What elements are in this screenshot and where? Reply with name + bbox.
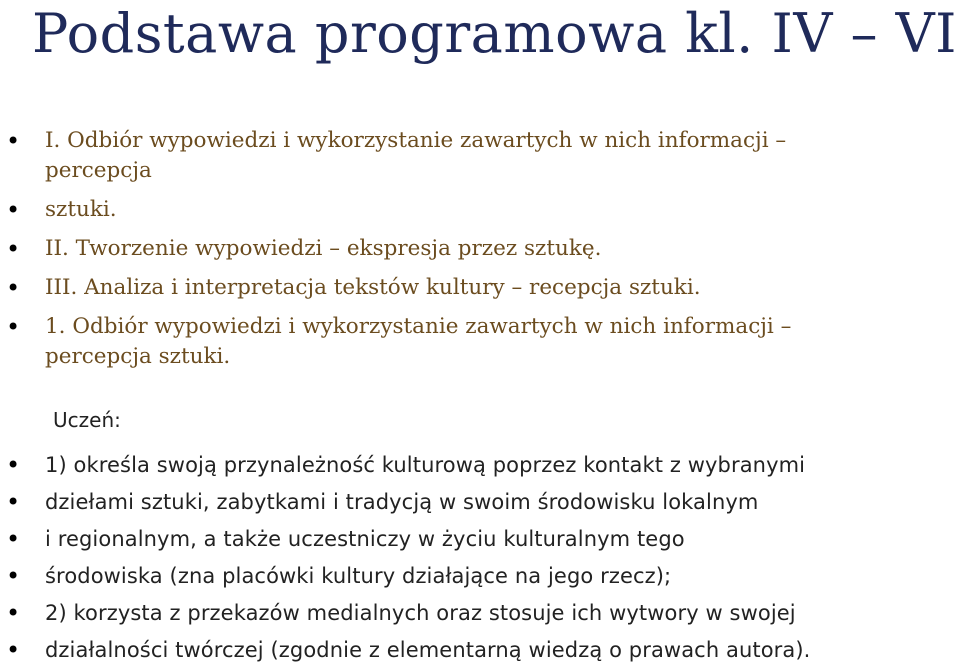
bullet-line: sztuki. [45, 197, 117, 222]
bullet-item [0, 195, 960, 225]
bullet-item [0, 484, 960, 521]
bullet-line: 1. Odbiór wypowiedzi i wykorzystanie zawartych w nich informacji – [45, 314, 792, 339]
bullet-line: I. Odbiór wypowiedzi i wykorzystanie zawartych w nich informacji – [45, 128, 787, 153]
bullet-text: dziełami sztuki, zabytkami i tradycją w swoim środowisku lokalnym [45, 490, 759, 514]
slide-title: Podstawa programowa kl. IV – VI [32, 2, 957, 65]
top-bullet-list [0, 126, 960, 372]
bullet-dot-icon: • [6, 599, 21, 627]
bullet-dot-icon: • [6, 562, 21, 590]
bottom-bullet-list [0, 447, 960, 669]
bullet-item [0, 126, 960, 186]
bullet-dot-icon: • [6, 196, 21, 224]
bullet-dot-icon: • [6, 636, 21, 664]
bullet-text: 2) korzysta z przekazów medialnych oraz stosuje ich wytwory w swojej [45, 601, 796, 625]
bullet-item [0, 521, 960, 558]
bullet-dot-icon: • [6, 313, 21, 341]
bullet-item [0, 595, 960, 632]
bullet-text: środowiska (zna placówki kultury działające na jego rzecz); [45, 564, 672, 588]
bullet-dot-icon: • [6, 525, 21, 553]
bullet-item [0, 632, 960, 669]
bullet-item [0, 447, 960, 484]
bullet-text: działalności twórczej (zgodnie z elementarną wiedzą o prawach autora). [45, 638, 811, 662]
bullet-dot-icon: • [6, 451, 21, 479]
bullet-item [0, 312, 960, 372]
bullet-text: 1) określa swoją przynależność kulturową poprzez kontakt z wybranymi [45, 453, 806, 477]
bullet-line: II. Tworzenie wypowiedzi – ekspresja przez sztukę. [45, 236, 602, 261]
intro-label: Uczeń: [53, 408, 121, 432]
bullet-item [0, 273, 960, 303]
bullet-text: i regionalnym, a także uczestniczy w życiu kulturalnym tego [45, 527, 685, 551]
bullet-item [0, 558, 960, 595]
bullet-line: III. Analiza i interpretacja tekstów kultury – recepcja sztuki. [45, 275, 701, 300]
bullet-dot-icon: • [6, 488, 21, 516]
bullet-dot-icon: • [6, 274, 21, 302]
bullet-line: percepcja [45, 158, 152, 183]
bullet-line: percepcja sztuki. [45, 344, 231, 369]
bullet-item [0, 234, 960, 264]
bullet-dot-icon: • [6, 127, 21, 155]
bullet-dot-icon: • [6, 235, 21, 263]
